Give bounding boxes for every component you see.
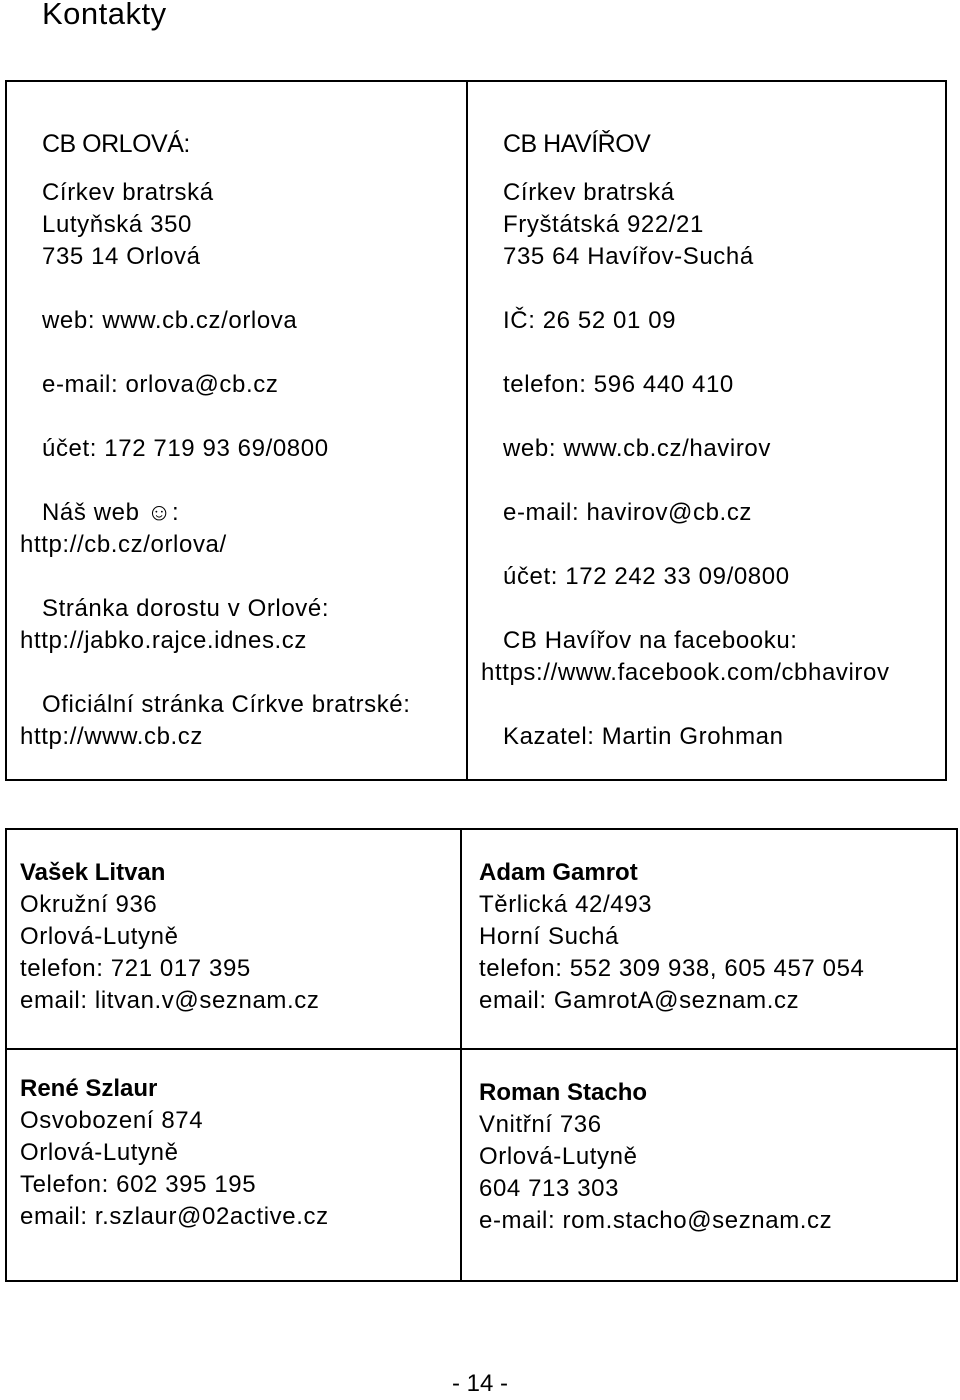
page-number: - 14 - bbox=[451, 1370, 508, 1397]
havirov-heading: CB HAVÍŘOV bbox=[503, 130, 651, 158]
havirov-account: účet: 172 242 33 09/0800 bbox=[503, 563, 790, 590]
contact-email: email: r.szlaur@02active.cz bbox=[20, 1203, 329, 1230]
contact-email: email: GamrotA@seznam.cz bbox=[479, 987, 800, 1014]
contact-city: Orlová-Lutyně bbox=[20, 1139, 179, 1166]
havirov-facebook-label: CB Havířov na facebooku: bbox=[503, 627, 798, 654]
havirov-street: Fryštátská 922/21 bbox=[503, 211, 704, 238]
contact-email: e-mail: rom.stacho@seznam.cz bbox=[479, 1207, 833, 1234]
orlova-street: Lutyňská 350 bbox=[42, 211, 192, 238]
havirov-church-name: Církev bratrská bbox=[503, 179, 675, 206]
contact-phone: Telefon: 602 395 195 bbox=[20, 1171, 257, 1198]
orlova-official-label: Oficiální stránka Církve bratrské: bbox=[42, 691, 411, 718]
contact-phone: telefon: 552 309 938, 605 457 054 bbox=[479, 955, 865, 982]
contact-city: Horní Suchá bbox=[479, 923, 620, 950]
orlova-youth-link[interactable]: http://jabko.rajce.idnes.cz bbox=[20, 627, 308, 654]
contact-street: Osvobození 874 bbox=[20, 1107, 204, 1134]
contact-street: Vnitřní 736 bbox=[479, 1111, 602, 1138]
contact-name: Vašek Litvan bbox=[20, 859, 166, 886]
orlova-email: e-mail: orlova@cb.cz bbox=[42, 371, 279, 398]
row-divider bbox=[7, 1048, 956, 1050]
orlova-church-name: Církev bratrská bbox=[42, 179, 214, 206]
contact-city: Orlová-Lutyně bbox=[479, 1143, 638, 1170]
havirov-phone: telefon: 596 440 410 bbox=[503, 371, 734, 398]
havirov-facebook-link[interactable]: https://www.facebook.com/cbhavirov bbox=[481, 659, 890, 686]
orlova-account: účet: 172 719 93 69/0800 bbox=[42, 435, 329, 462]
orlova-web: web: www.cb.cz/orlova bbox=[42, 307, 298, 334]
havirov-email: e-mail: havirov@cb.cz bbox=[503, 499, 753, 526]
orlova-heading: CB ORLOVÁ: bbox=[42, 130, 190, 158]
havirov-ico: IČ: 26 52 01 09 bbox=[503, 307, 677, 334]
orlova-city: 735 14 Orlová bbox=[42, 243, 201, 270]
column-divider bbox=[460, 830, 462, 1280]
contact-name: Adam Gamrot bbox=[479, 859, 638, 886]
contact-city: Orlová-Lutyně bbox=[20, 923, 179, 950]
orlova-youth-label: Stránka dorostu v Orlové: bbox=[42, 595, 330, 622]
orlova-official-link[interactable]: http://www.cb.cz bbox=[20, 723, 203, 750]
contact-phone: 604 713 303 bbox=[479, 1175, 620, 1202]
contact-street: Těrlická 42/493 bbox=[479, 891, 653, 918]
column-divider bbox=[466, 82, 468, 779]
contact-phone: telefon: 721 017 395 bbox=[20, 955, 251, 982]
contact-name: René Szlaur bbox=[20, 1075, 158, 1102]
contact-email: email: litvan.v@seznam.cz bbox=[20, 987, 320, 1014]
havirov-web: web: www.cb.cz/havirov bbox=[503, 435, 771, 462]
havirov-preacher: Kazatel: Martin Grohman bbox=[503, 723, 784, 750]
contact-name: Roman Stacho bbox=[479, 1079, 648, 1106]
orlova-our-web-label: Náš web ☺: bbox=[42, 499, 180, 526]
contact-street: Okružní 936 bbox=[20, 891, 158, 918]
orlova-our-web-link[interactable]: http://cb.cz/orlova/ bbox=[20, 531, 227, 558]
havirov-city: 735 64 Havířov-Suchá bbox=[503, 243, 754, 270]
page-title: Kontakty bbox=[42, 0, 167, 31]
